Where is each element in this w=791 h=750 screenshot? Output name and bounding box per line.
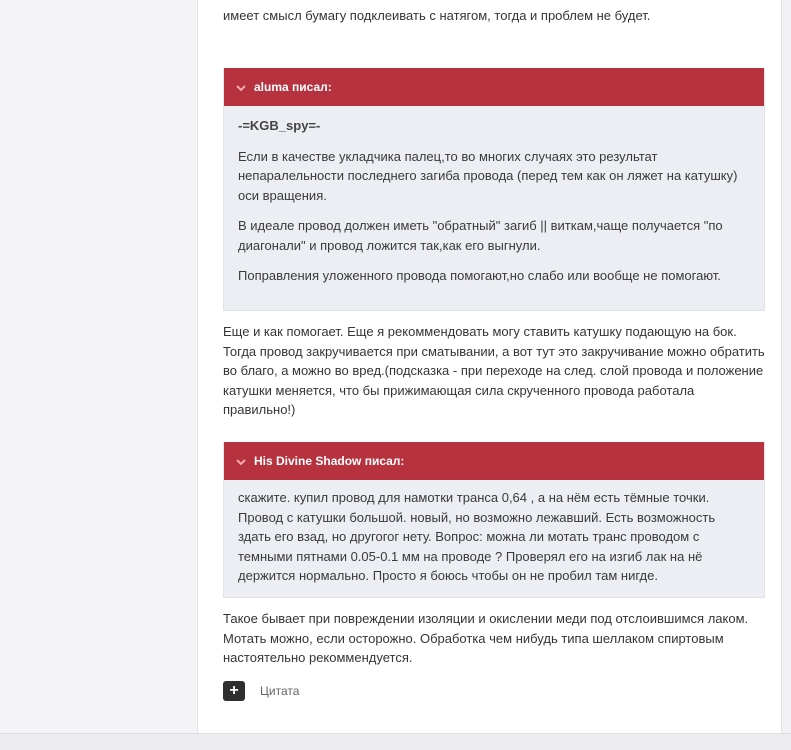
- post-intro-text: имеет смысл бумагу подклеивать с натягом, тогда и проблем не будет.: [223, 8, 651, 23]
- footer-strip: [0, 733, 791, 750]
- quote-paragraph: скажите. купил провод для намотки транса 0,64 , а на нём есть тёмные точки. Провод с катушки большой. новый, но возможно лежавший. Есть возможность здать его взад, но другогог нету. Вопрос: можна ли мотать транс проводом с темными пятнами 0.05-0.1 мм на проводе ? Проверял его на изгиб лак на нё держится нормально. Просто я боюсь чтобы он не пробил там нигде.: [238, 490, 716, 583]
- post-reply-text: Еще и как помогает. Еще я рекоммендовать могу ставить катушку подающую на бок. Тогда провод закручивается при сматывании, а вот тут это закручивание можно обратить во благо, а можно во вред.(подсказка - при переходе на след. слой провода и положение катушки меняется, что бы прижимающая сила скрученного провода работала правильно!): [223, 324, 765, 417]
- quote-header[interactable]: [224, 442, 764, 480]
- post-final-text: Такое бывает при повреждении изоляции и окислении меди под отслоившимся лаком. Мотать можно, если осторожно. Обработка чем нибудь типа шеллаком спиртовым настоятельно рекоммендуется.: [223, 611, 749, 665]
- quote-body: [224, 116, 764, 286]
- quote-author-label: His Divine Shadow писал:: [254, 454, 405, 468]
- quote-block-his-divine-shadow: [223, 442, 765, 598]
- quote-block-aluma: [223, 68, 765, 311]
- quote-author-label: aluma писал:: [254, 80, 332, 94]
- quoted-author-name: -=KGB_spy=-: [238, 118, 321, 133]
- left-gutter: [0, 0, 197, 735]
- quote-paragraph: В идеале провод должен иметь "обратный" загиб || виткам,чаще получается "по диагонали" и провод ложится так,как его выгнули.: [238, 218, 723, 253]
- chevron-down-icon[interactable]: [236, 82, 246, 92]
- quote-header[interactable]: [224, 68, 764, 106]
- quote-button[interactable]: Цитата: [260, 684, 300, 698]
- quote-paragraph: Поправления уложенного провода помогают,но слабо или вообще не помогают.: [238, 268, 721, 283]
- multiquote-plus-button[interactable]: [223, 681, 245, 701]
- post-actions: [223, 681, 299, 701]
- chevron-down-icon[interactable]: [236, 456, 246, 466]
- quote-body: [224, 488, 764, 586]
- quote-paragraph: Если в качестве укладчика палец,то во многих случаях это результат непаралельности последнего загиба провода (перед тем как он ляжет на катушку) оси вращения.: [238, 148, 738, 203]
- plus-icon: +: [229, 682, 239, 699]
